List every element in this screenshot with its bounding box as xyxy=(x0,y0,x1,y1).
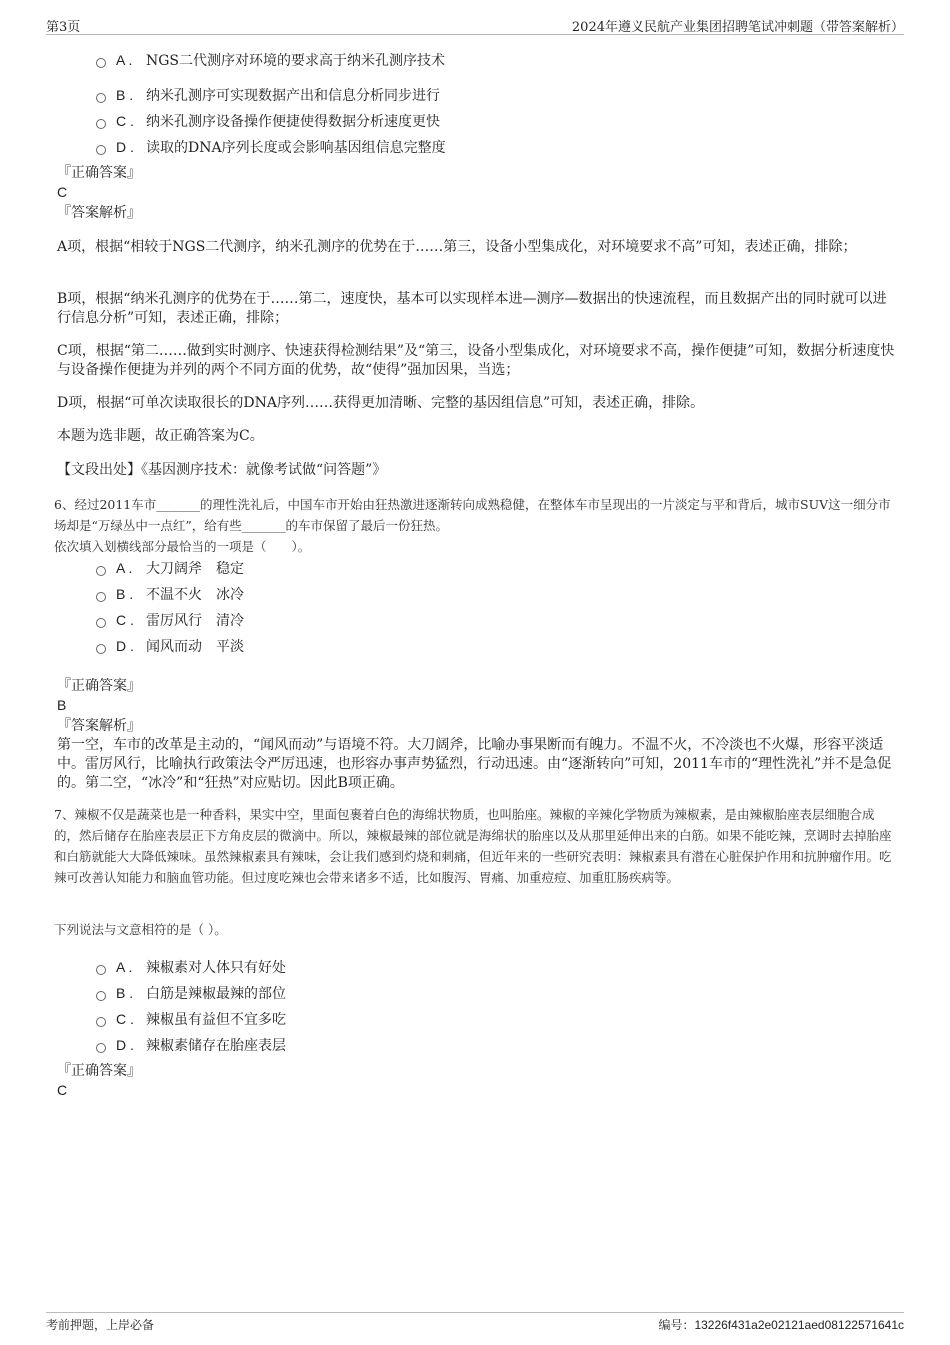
q5-conclusion: 本题为选非题，故正确答案为C。 xyxy=(57,428,264,444)
radio-icon[interactable] xyxy=(96,566,106,576)
q6-analysis-label: 『答案解析』 xyxy=(57,718,141,734)
q5-answer-label: 『正确答案』 xyxy=(57,165,141,181)
radio-icon[interactable] xyxy=(96,93,106,103)
page-header xyxy=(46,14,904,35)
radio-icon[interactable] xyxy=(96,58,106,68)
q6-answer: B xyxy=(57,697,67,713)
q7-stem: 7、辣椒不仅是蔬菜也是一种香料，果实中空，里面包裹着白色的海绵状物质，也叫胎座。辣椒的辛辣化学物质为辣椒素，是由辣椒胎座表层细胞合成的，然后储存在胎座表层正下方角皮层的微滴中。所以，辣椒最辣的部位就是海绵状的胎座以及从那里延伸出来的白筋。如果不能吃辣，烹调时去掉胎座和白筋就能大大降低辣味。虽然辣椒素具有辣味，会让我们感到灼烧和刺痛，但近年来的一些研究表明：辣椒素具有潜在心脏保护作用和抗肿瘤作用。吃辣可改善认知能力和脑血管功能。但过度吃辣也会带来诸多不适，比如腹泻、胃痛、加重痘痘、加重肛肠疾病等。 xyxy=(54,807,892,885)
q7-option-c[interactable]: C . 辣椒虽有益但不宜多吃 xyxy=(96,1009,286,1029)
radio-icon[interactable] xyxy=(96,965,106,975)
q6-option-c[interactable]: C . 雷厉风行 清冷 xyxy=(96,610,244,630)
q5-option-d[interactable]: D . 读取的DNA序列长度或会影响基因组信息完整度 xyxy=(96,137,446,157)
document-title: 2024年遵义民航产业集团招聘笔试冲刺题（带答案解析） xyxy=(571,20,904,35)
q5-option-b[interactable]: B . 纳米孔测序可实现数据产出和信息分析同步进行 xyxy=(96,85,440,105)
radio-icon[interactable] xyxy=(96,592,106,602)
q6-option-a[interactable]: A . 大刀阔斧 稳定 xyxy=(96,558,244,578)
q6-stem: 6、经过2011车市_______的理性洗礼后，中国车市开始由狂热激进逐渐转向成熟稳健，在整体车市呈现出的一片淡定与平和背后，城市SUV这一细分市场却是“万绿丛中一点红”，给有些_______的车市保留了最后一份狂热。 xyxy=(54,497,891,533)
q7-answer-label: 『正确答案』 xyxy=(57,1063,141,1079)
q7-option-b[interactable]: B . 白筋是辣椒最辣的部位 xyxy=(96,983,286,1003)
q5-analysis-a: A项，根据“相较于NGS二代测序，纳米孔测序的优势在于……第三，设备小型集成化，对环境要求不高”可知，表述正确，排除； xyxy=(57,239,857,255)
q5-option-c[interactable]: C . 纳米孔测序设备操作便捷使得数据分析速度更快 xyxy=(96,111,440,131)
radio-icon[interactable] xyxy=(96,145,106,155)
q7-prompt: 下列说法与文意相符的是（ ）。 xyxy=(54,922,227,937)
document-code: 编号：13226f431a2e02121aed08122571641c xyxy=(658,1318,904,1332)
q5-option-a[interactable]: A . NGS二代测序对环境的要求高于纳米孔测序技术 xyxy=(96,50,445,70)
q6-answer-label: 『正确答案』 xyxy=(57,678,141,694)
radio-icon[interactable] xyxy=(96,644,106,654)
radio-icon[interactable] xyxy=(96,991,106,1001)
q6-option-b[interactable]: B . 不温不火 冰冷 xyxy=(96,584,244,604)
q5-source: 【文段出处】《基因测序技术：就像考试做“问答题”》 xyxy=(57,462,387,478)
q7-option-d[interactable]: D . 辣椒素储存在胎座表层 xyxy=(96,1035,286,1055)
q6-prompt: 依次填入划横线部分最恰当的一项是（ ）。 xyxy=(54,539,311,554)
q5-analysis-label: 『答案解析』 xyxy=(57,205,141,221)
q7-option-a[interactable]: A . 辣椒素对人体只有好处 xyxy=(96,957,286,977)
footer-slogan: 考前押题，上岸必备 xyxy=(46,1318,155,1332)
radio-icon[interactable] xyxy=(96,618,106,628)
page-number: 第3页 xyxy=(46,20,81,35)
q6-option-d[interactable]: D . 闻风而动 平淡 xyxy=(96,636,244,656)
q7-answer: C xyxy=(57,1082,68,1098)
q5-analysis-b: B项，根据“纳米孔测序的优势在于……第二，速度快，基本可以实现样本进—测序—数据出的快速流程，而且数据产出的同时就可以进行信息分析”可知，表述正确，排除； xyxy=(57,291,887,326)
q5-answer: C xyxy=(57,184,68,200)
q5-analysis-c: C项，根据“第二……做到实时测序、快速获得检测结果”及“第三，设备小型集成化，对环境要求不高，操作便捷”可知，数据分析速度快与设备操作便捷为并列的两个不同方面的优势，故“使得”强加因果，当选； xyxy=(57,343,895,378)
radio-icon[interactable] xyxy=(96,1043,106,1053)
radio-icon[interactable] xyxy=(96,119,106,129)
q5-analysis-d: D项，根据“可单次读取很长的DNA序列……获得更加清晰、完整的基因组信息”可知，表述正确，排除。 xyxy=(57,395,705,411)
page-footer xyxy=(46,1312,904,1339)
radio-icon[interactable] xyxy=(96,1017,106,1027)
q6-analysis: 第一空，车市的改革是主动的，“闻风而动”与语境不符。大刀阔斧，比喻办事果断而有魄力。不温不火，不冷淡也不火爆，形容平淡适中。雷厉风行，比喻执行政策法令严厉迅速，也形容办事声势猛烈，行动迅速。由“逐渐转向”可知，2011车市的“理性洗礼”并不是急促的。第二空，“冰冷”和“狂热”对应贴切。因此B项正确。 xyxy=(57,737,892,791)
